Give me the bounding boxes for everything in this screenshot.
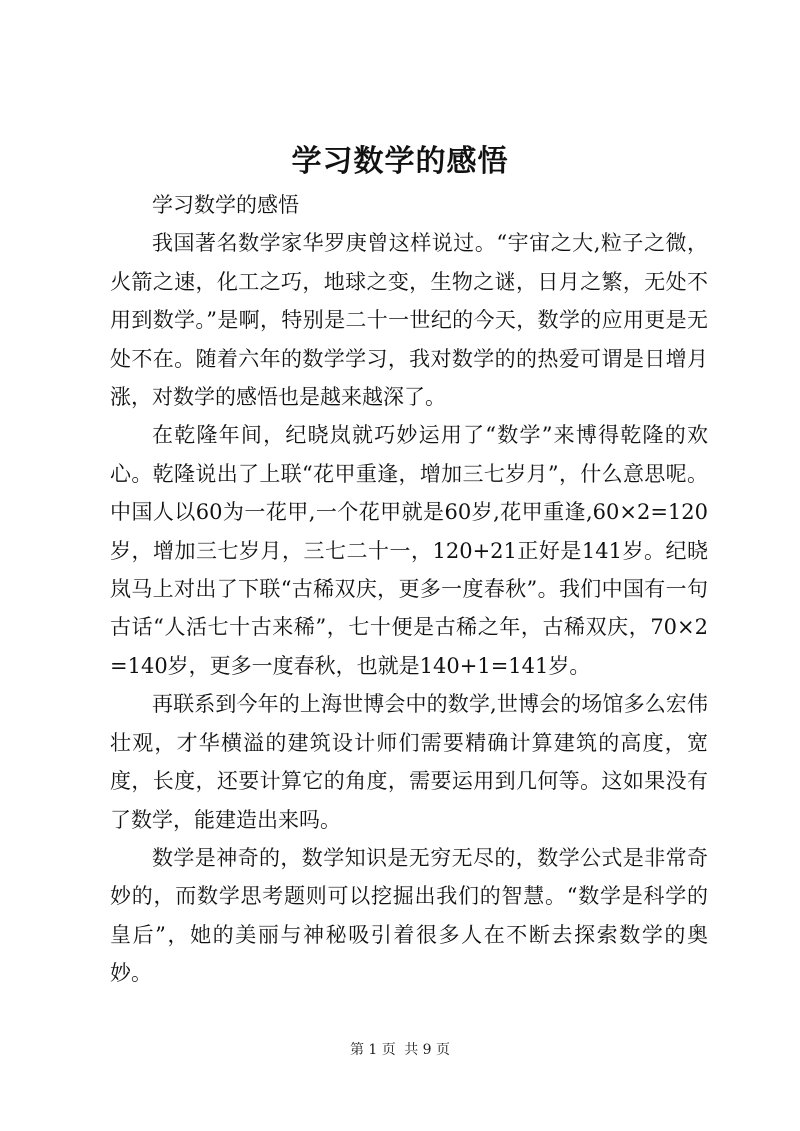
page-footer [0,1040,800,1060]
page-total: 共 9 页 [404,1042,451,1058]
page-title: 学习数学的感悟 [291,144,509,179]
paragraph-conclusion: 数学是神奇的，数学知识是无穷无尽的，数学公式是非常奇妙的，而数学思考题则可以挖掘出我们的智慧。“数学是科学的皇后”，她的美丽与神秘吸引着很多人在不断去探索数学的奥妙。 [110,845,708,986]
document-body [110,186,708,993]
subtitle-paragraph: 学习数学的感悟 [152,193,299,217]
paragraph-qianlong: 在乾隆年间，纪晓岚就巧妙运用了“数学”来博得乾隆的欢心。乾隆说出了上联“花甲重逢，增加三七岁月”，什么意思呢。中国人以60为一花甲,一个花甲就是60岁,花甲重逢,60×2=120岁，增加三七岁月，三七二十一，120+21正好是141岁。纪晓岚马上对出了下联“古稀双庆，更多一度春秋”。我们中国有一句古话“人活七十古来稀”，七十便是古稀之年，古稀双庆，70×2=140岁，更多一度春秋，也就是140+1=141岁。 [110,423,708,678]
paragraph-expo: 再联系到今年的上海世博会中的数学,世博会的场馆多么宏伟壮观，才华横溢的建筑设计师们需要精确计算建筑的高度，宽度，长度，还要计算它的角度，需要运用到几何等。这如果没有了数学，能建造出来吗。 [110,692,708,832]
page-number: 第 1 页 [349,1042,396,1058]
paragraph-hua-luogeng: 我国著名数学家华罗庚曾这样说过。“宇宙之大,粒子之微，火箭之速，化工之巧，地球之变，生物之谜，日月之繁，无处不用到数学。”是啊，特别是二十一世纪的今天，数学的应用更是无处不在。随着六年的数学学习，我对数学的的热爱可谓是日增月涨，对数学的感悟也是越来越深了。 [110,231,708,410]
